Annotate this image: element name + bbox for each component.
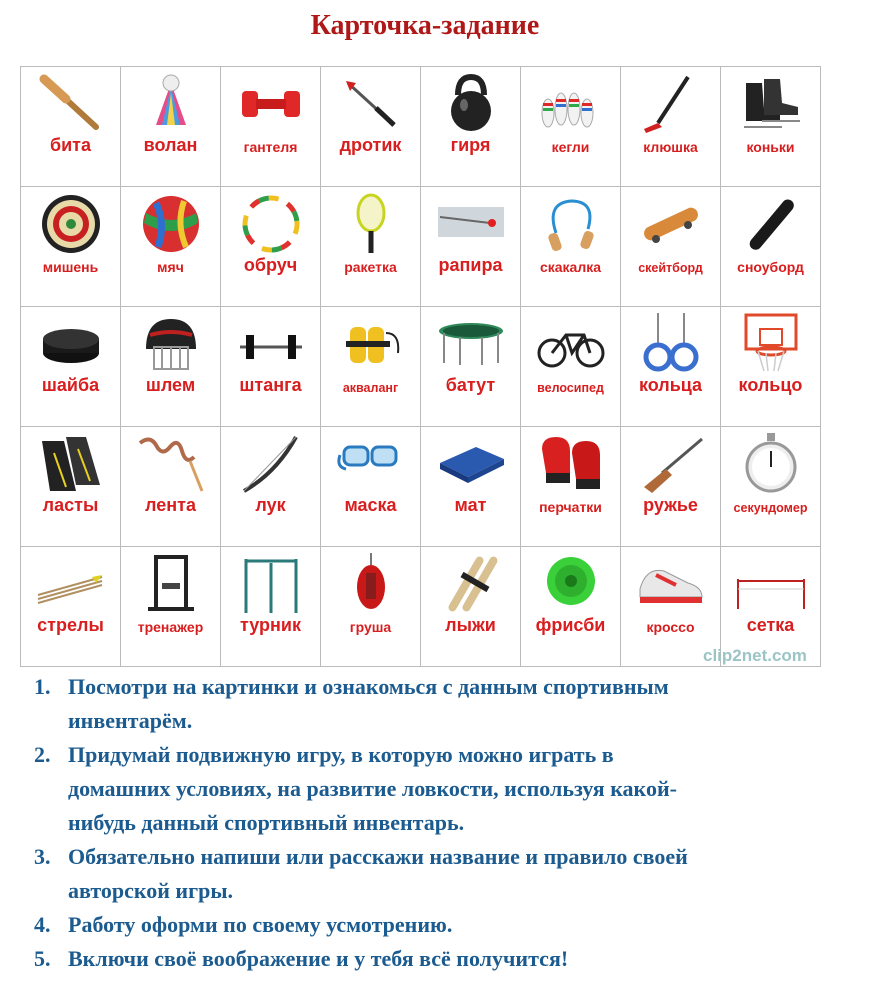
dartboard-icon — [36, 193, 106, 255]
label-mishen: мишень — [42, 259, 99, 275]
label-lasty: ласты — [42, 495, 99, 515]
label-snoubord: сноуборд — [737, 259, 804, 275]
net-icon — [736, 553, 806, 615]
instruction-item — [30, 908, 870, 942]
instruction-line: авторской игры. — [68, 878, 233, 903]
cell-grusha — [321, 547, 421, 667]
instruction-item — [30, 670, 870, 738]
label-gantelya: гантеля — [243, 139, 298, 155]
label-raketka: ракетка — [344, 259, 397, 275]
cell-obruch — [221, 187, 321, 307]
dart-icon — [336, 73, 406, 135]
cell-girya — [421, 67, 521, 187]
label-akvalang: акваланг — [342, 381, 399, 395]
arrows-icon — [36, 553, 106, 615]
sneakers-icon — [636, 553, 706, 615]
bat-icon — [36, 73, 106, 135]
cell-klyushka — [621, 67, 721, 187]
label-kegli: кегли — [551, 139, 590, 155]
cell-strely — [21, 547, 121, 667]
label-trenazher: тренажер — [137, 619, 204, 635]
cell-skeitbord — [621, 187, 721, 307]
label-turnik: турник — [240, 615, 301, 635]
skates-icon — [736, 73, 806, 135]
cell-myach — [121, 187, 221, 307]
hoop-icon — [236, 193, 306, 255]
barbell-icon — [236, 313, 306, 375]
cell-drotik — [321, 67, 421, 187]
frisbee-icon — [536, 553, 606, 615]
cell-batut — [421, 307, 521, 427]
label-skakalka: скакалка — [539, 259, 602, 275]
cell-lyzhi — [421, 547, 521, 667]
cell-lenta — [121, 427, 221, 547]
cell-turnik — [221, 547, 321, 667]
dumbbell-icon — [236, 73, 306, 135]
label-koltso: кольцо — [738, 375, 803, 395]
skis-icon — [436, 553, 506, 615]
cell-bita — [21, 67, 121, 187]
instruction-line: Придумай подвижную игру, в которую можно играть в — [68, 742, 614, 767]
bicycle-icon — [536, 313, 606, 375]
label-bita: бита — [49, 135, 91, 155]
cell-mat — [421, 427, 521, 547]
cell-frisbi — [521, 547, 621, 667]
label-volan: волан — [143, 135, 198, 155]
shuttlecock-icon — [136, 73, 206, 135]
label-krossovki: кроссо — [646, 619, 695, 635]
instruction-line: домашних условиях, на развитие ловкости, используя какой- — [68, 776, 677, 801]
label-koltsa: кольца — [638, 375, 703, 395]
diving-mask-icon — [336, 433, 406, 495]
instruction-item — [30, 942, 870, 976]
cell-akvalang — [321, 307, 421, 427]
cell-shlem — [121, 307, 221, 427]
instruction-number: 4. — [34, 912, 51, 937]
label-velosiped: велосипед — [537, 381, 604, 395]
cell-lasty — [21, 427, 121, 547]
stopwatch-icon — [736, 433, 806, 495]
instruction-line: Обязательно напиши или расскажи название и правило своей — [68, 844, 688, 869]
trampoline-icon — [436, 313, 506, 375]
gym-mat-icon — [436, 433, 506, 495]
cell-perchatki — [521, 427, 621, 547]
cell-skakalka — [521, 187, 621, 307]
helmet-icon — [136, 313, 206, 375]
instruction-number: 3. — [34, 844, 51, 869]
label-shtanga: штанга — [239, 375, 302, 395]
cell-maska — [321, 427, 421, 547]
cell-shtanga — [221, 307, 321, 427]
bowling-pins-icon — [536, 73, 606, 135]
label-rapira: рапира — [438, 255, 503, 275]
label-shlem: шлем — [145, 375, 196, 395]
pull-up-bar-icon — [236, 553, 306, 615]
tennis-racket-icon — [336, 193, 406, 255]
label-mat: мат — [454, 495, 487, 515]
cell-koltso — [721, 307, 821, 427]
cell-luk — [221, 427, 321, 547]
scuba-icon — [336, 313, 406, 375]
instruction-line: Посмотри на картинки и ознакомься с данным спортивным — [68, 674, 669, 699]
label-drotik: дротик — [339, 135, 402, 155]
ribbon-icon — [136, 433, 206, 495]
cell-mishen — [21, 187, 121, 307]
label-batut: батут — [445, 375, 496, 395]
instruction-number: 2. — [34, 742, 51, 767]
boxing-gloves-icon — [536, 433, 606, 495]
label-myach: мяч — [157, 259, 184, 275]
label-konki: коньки — [746, 139, 795, 155]
basketball-hoop-icon — [736, 313, 806, 375]
label-obruch: обруч — [243, 255, 298, 275]
cell-gantelya — [221, 67, 321, 187]
punching-bag-icon — [336, 553, 406, 615]
cell-sekundomer — [721, 427, 821, 547]
flippers-icon — [36, 433, 106, 495]
gymnastic-rings-icon — [636, 313, 706, 375]
skateboard-icon — [636, 193, 706, 255]
label-luk: лук — [255, 495, 286, 515]
watermark: clip2net.com — [703, 646, 807, 665]
cell-ruzhe — [621, 427, 721, 547]
label-ruzhe: ружье — [643, 495, 698, 515]
cell-konki — [721, 67, 821, 187]
cell-trenazher — [121, 547, 221, 667]
instruction-number: 5. — [34, 946, 51, 971]
instruction-line: нибудь данный спортивный инвентарь. — [68, 810, 465, 835]
cell-kegli — [521, 67, 621, 187]
kettlebell-icon — [436, 73, 506, 135]
cell-rapira — [421, 187, 521, 307]
snowboard-icon — [736, 193, 806, 255]
instruction-item — [30, 840, 870, 908]
instruction-line: Включи своё воображение и у тебя всё получится! — [68, 946, 569, 971]
label-grusha: груша — [349, 619, 392, 635]
page-title: Карточка-задание — [310, 10, 540, 41]
label-strely: стрелы — [37, 615, 104, 635]
ball-icon — [136, 193, 206, 255]
instruction-number: 1. — [34, 674, 51, 699]
cell-shaiba — [21, 307, 121, 427]
cell-volan — [121, 67, 221, 187]
label-klyushka: клюшка — [643, 139, 698, 155]
label-setka: сетка — [746, 615, 795, 635]
jump-rope-icon — [536, 193, 606, 255]
gym-machine-icon — [136, 553, 206, 615]
label-perchatki: перчатки — [539, 499, 602, 515]
puck-icon — [36, 313, 106, 375]
cell-raketka — [321, 187, 421, 307]
label-frisbi: фрисби — [535, 615, 606, 635]
hockey-stick-icon — [636, 73, 706, 135]
instruction-line: Работу оформи по своему усмотрению. — [68, 912, 453, 937]
label-shaiba: шайба — [41, 375, 100, 395]
cell-snoubord — [721, 187, 821, 307]
label-maska: маска — [344, 495, 397, 515]
bow-icon — [236, 433, 306, 495]
label-skeitbord: скейтборд — [638, 261, 703, 275]
label-sekundomer: секундомер — [733, 501, 808, 515]
instruction-item — [30, 738, 870, 840]
label-lyzhi: лыжи — [445, 615, 496, 635]
label-girya: гиря — [450, 135, 491, 155]
equipment-grid — [20, 66, 821, 667]
instruction-line: инвентарём. — [68, 708, 193, 733]
cell-koltsa — [621, 307, 721, 427]
cell-velosiped — [521, 307, 621, 427]
rapier-icon — [436, 193, 506, 255]
label-lenta: лента — [145, 495, 196, 515]
rifle-icon — [636, 433, 706, 495]
instructions-list — [30, 670, 870, 976]
